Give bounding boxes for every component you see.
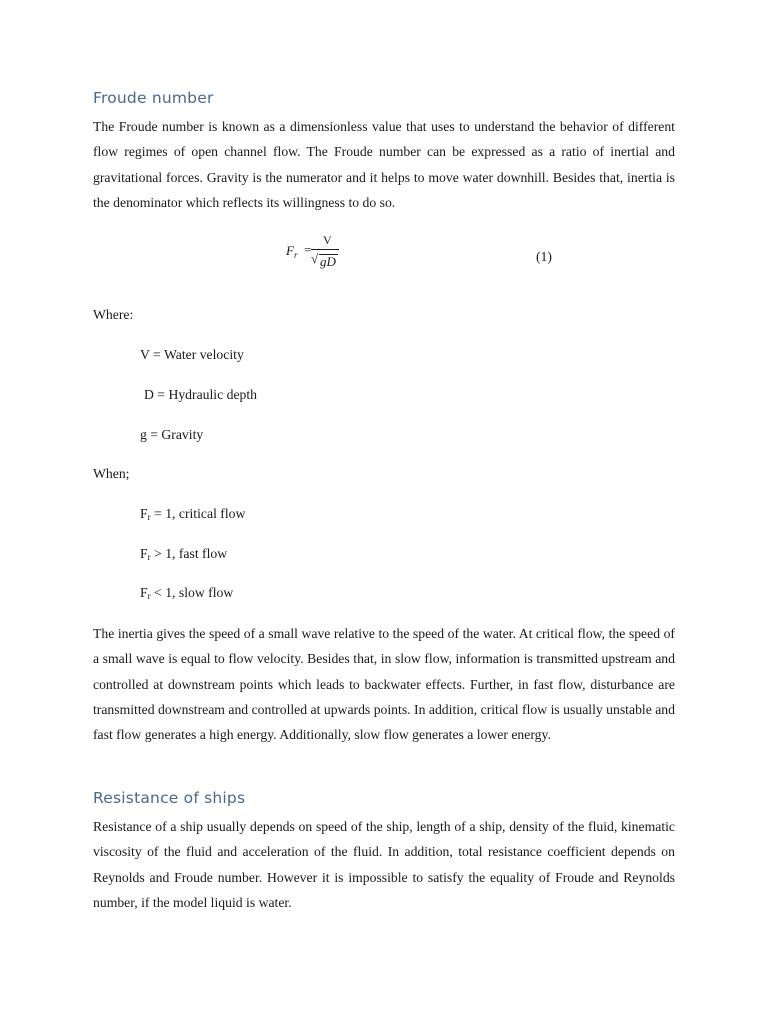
equation-equals: = [304,242,312,257]
heading-resistance-of-ships: Resistance of ships [93,789,246,807]
froude-equation [286,233,366,276]
radical-sign: √ [311,251,319,266]
inertia-explanation-paragraph: The inertia gives the speed of a small wave relative to the speed of the water. At critical flow, the speed of a small wave is equal to flow velocity. Besides that, in slow flow, information is transmitted upstream and controlled at downstream points which leads to backwater effects. Further, in fast flow, disturbance are transmitted downstream and controlled at upwards points. In addition, critical flow is usually unstable and fast flow generates a high energy. Additionally, slow flow generates a lower energy. [93,626,675,743]
when-label: When; [93,466,130,481]
definition-depth: D = Hydraulic depth [144,387,258,402]
definition-gravity: g = Gravity [140,427,204,442]
radicand: gD [320,254,336,269]
equation-numerator: V [323,233,332,247]
froude-intro-paragraph: The Froude number is known as a dimensionless value that uses to understand the behavior of different flow regimes of open channel flow. The Froude number can be expressed as a ratio of inertial and gravitational forces. Gravity is the numerator and it helps to move water downhill. Besides that, inertia is the denominator which reflects its willingness to do so. [93,119,675,210]
fraction-bar [311,249,339,250]
equation-lhs: $F_r$ [286,243,298,260]
condition-slow: $F_r < 1$, slow flow [140,585,234,601]
where-label: Where: [93,307,134,322]
resistance-paragraph: Resistance of a ship usually depends on speed of the ship, length of a ship, density of the fluid, kinematic viscosity of the fluid and acceleration of the fluid. In addition, total resistance coefficient depends on Reynolds and Froude number. However it is impossible to satisfy the equality of Froude and Reynolds number, if the model liquid is water. [93,819,675,910]
heading-froude-number: Froude number [93,89,214,107]
condition-critical: $F_r = 1$, critical flow [140,506,246,522]
definition-velocity: V = Water velocity [140,347,244,362]
condition-fast: $F_r > 1$, fast flow [140,546,228,562]
equation-number: (1) [536,249,552,264]
